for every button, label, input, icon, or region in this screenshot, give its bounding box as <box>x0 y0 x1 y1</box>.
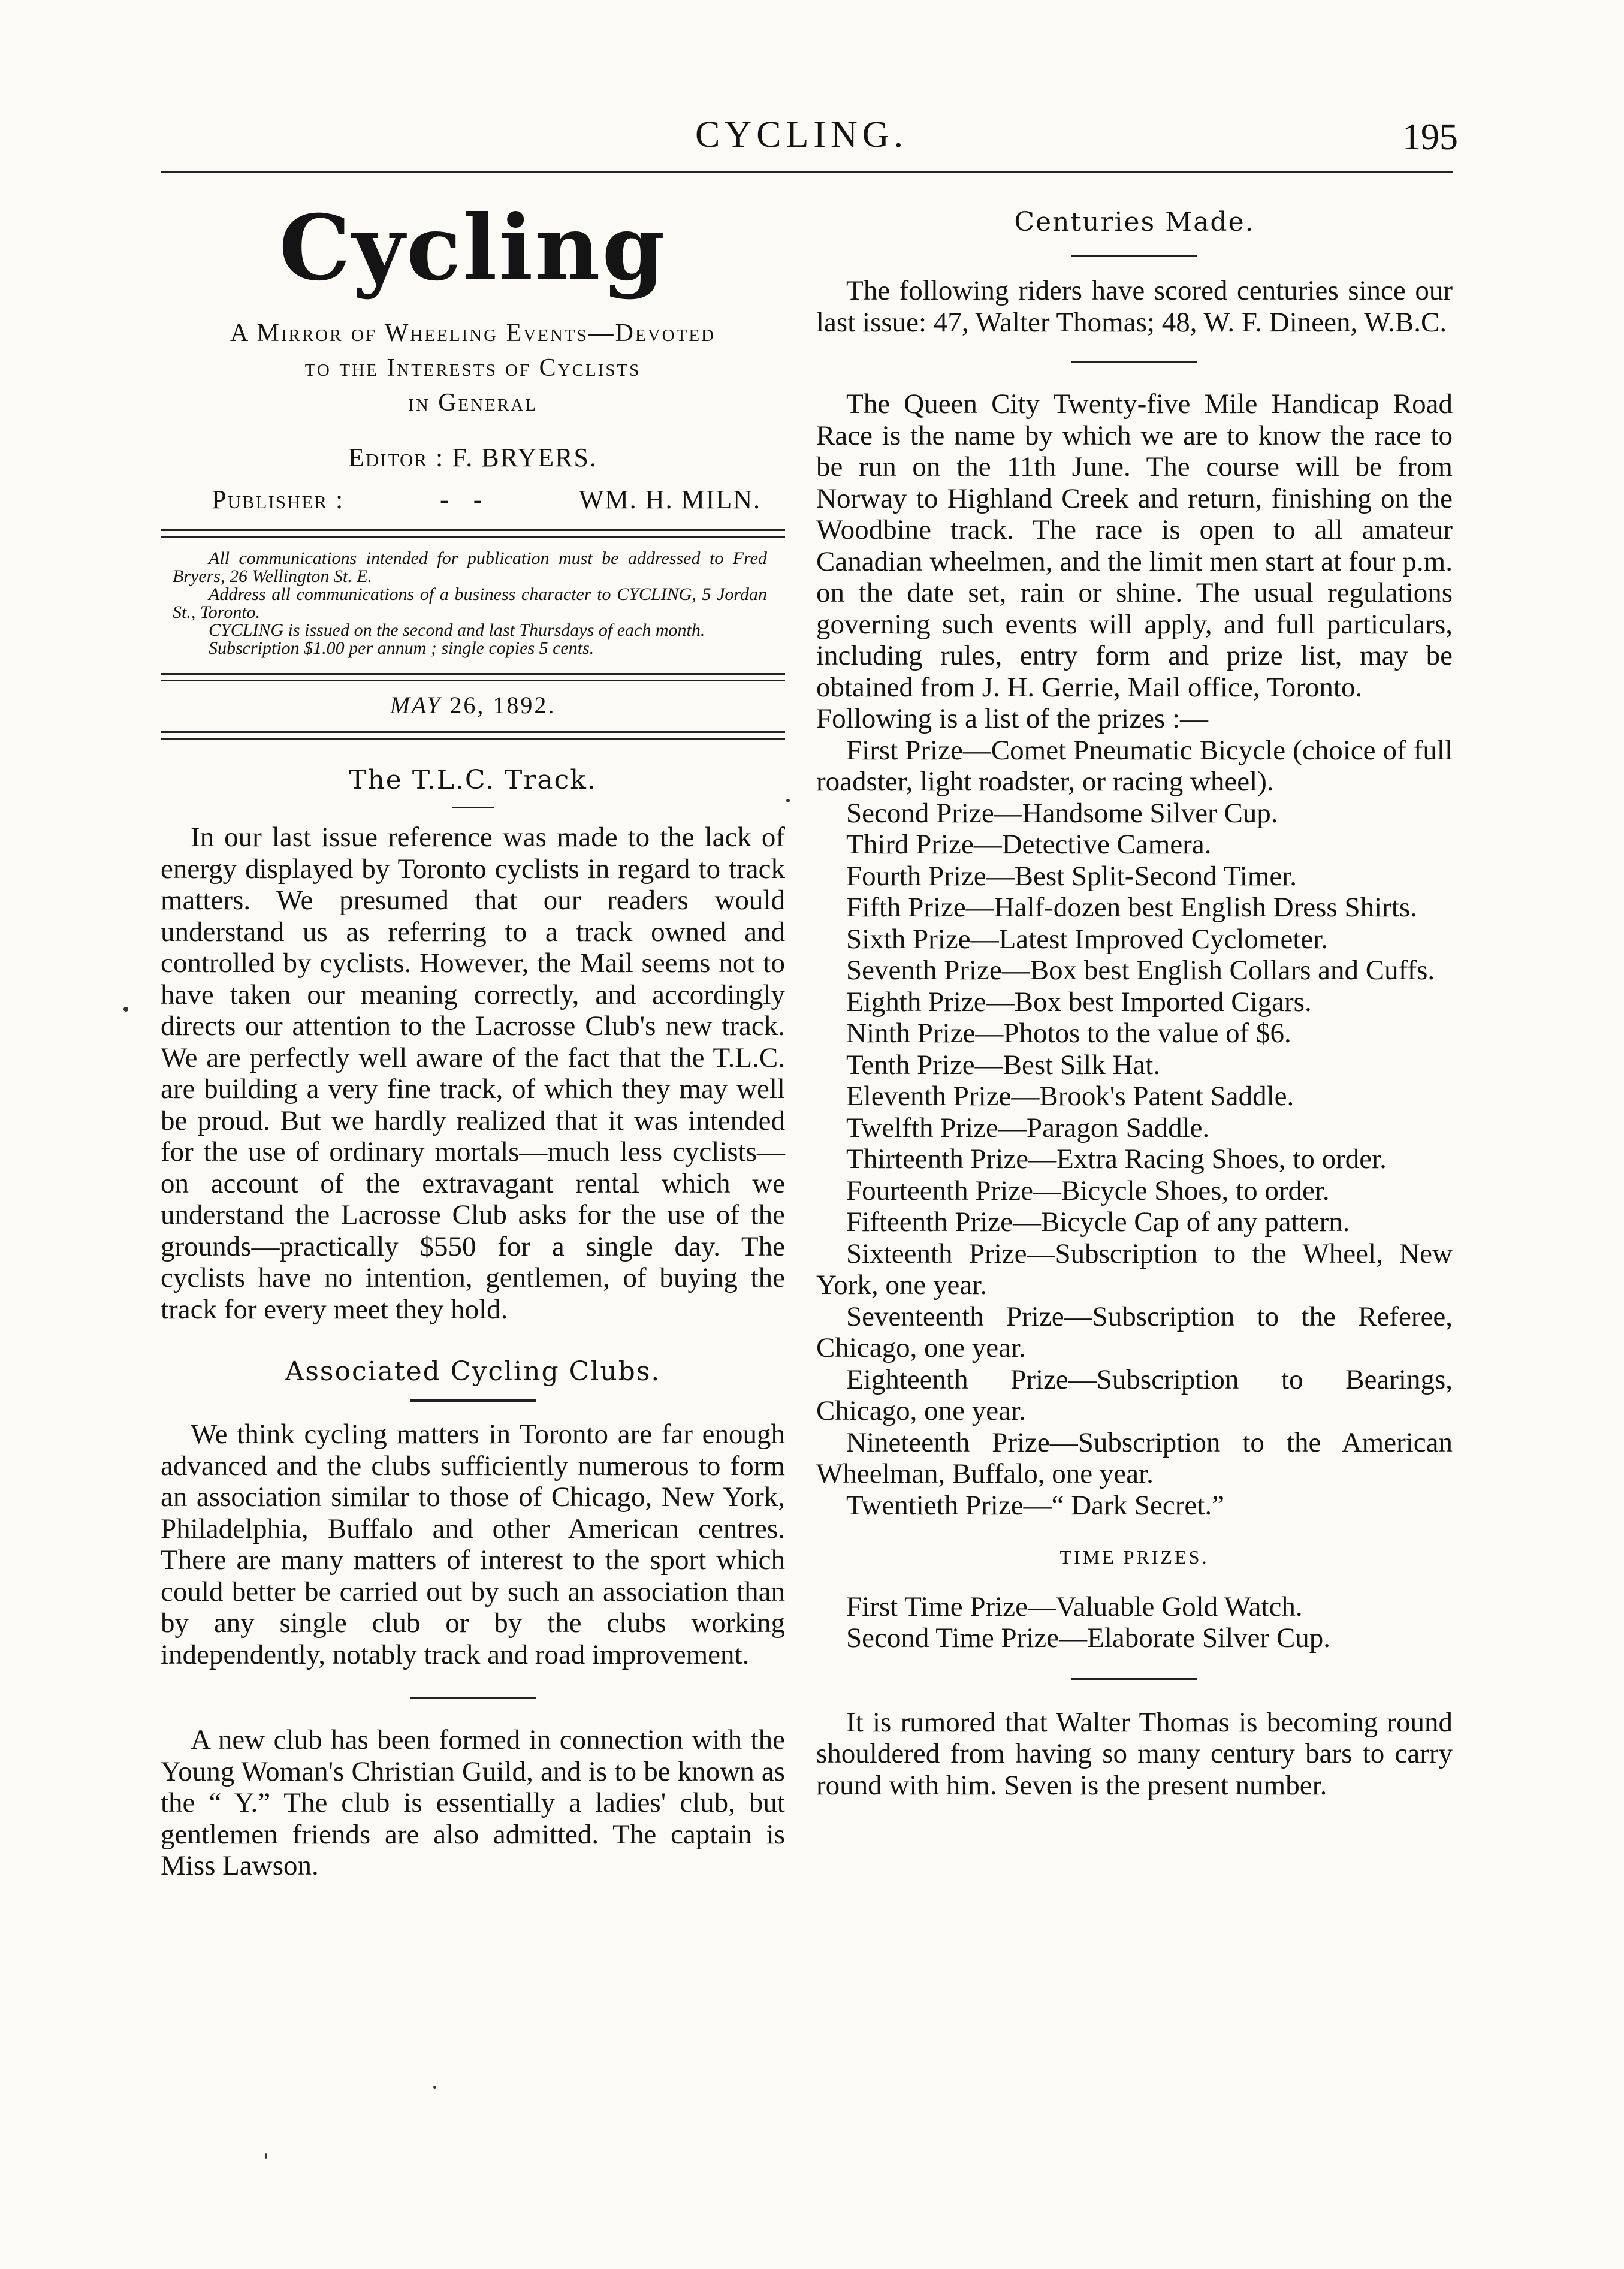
article-body-tlc-track <box>161 822 785 1325</box>
section-divider <box>410 1697 536 1699</box>
header-rule <box>785 171 1453 173</box>
masthead-double-rule <box>161 529 785 538</box>
section-divider <box>410 1399 536 1402</box>
masthead-motto <box>161 316 785 420</box>
prize-item: Seventh Prize—Box best English Collars and Cuffs. <box>846 955 1435 986</box>
article-body-walter-thomas <box>816 1707 1453 1802</box>
masthead-title: Cycling <box>279 195 667 301</box>
publisher-label: Publisher : <box>212 485 345 514</box>
print-speck <box>433 2086 436 2089</box>
article-title-tlc-track: The T.L.C. Track. <box>349 765 597 795</box>
motto-line: A Mirror of Wheeling Events—Devoted <box>230 319 716 347</box>
print-speck <box>265 2153 267 2159</box>
prize-item: Sixth Prize—Latest Improved Cyclometer. <box>846 923 1329 955</box>
prize-item: First Time Prize—Valuable Gold Watch. <box>846 1591 1303 1622</box>
notice-line: Address all communications of a business character to CYCLING, 5 Jordan St., Toronto. <box>173 584 767 622</box>
prize-item: Eleventh Prize—Brook's Patent Saddle. <box>846 1081 1294 1112</box>
time-prizes-title: TIME PRIZES. <box>1059 1546 1209 1568</box>
date-month: MAY <box>390 692 442 719</box>
prize-item: Fifteenth Prize—Bicycle Cap of any pattern. <box>846 1206 1350 1238</box>
prize-item: Nineteenth Prize—Subscription to the American Wheelman, Buffalo, one year. <box>816 1426 1453 1489</box>
paragraph: The Queen City Twenty-five Mile Handicap Road Race is the name by which we are to know the race to be run on the 11th June. The course will be from Norway to Highland Creek and return, finishing on the Woodbine track. The race is open to all amateur Canadian wheelmen, and the limit men start at four p.m. on the date set, rain or shine. The usual regulations governing such events will apply, and full particulars, including rules, entry form and prize list, may be obtained from J. H. Gerrie, Mail office, Toronto. <box>816 388 1453 703</box>
paragraph: In our last issue reference was made to the lack of energy displayed by Toronto cyclists in regard to track matters. We presumed that our readers would understand us as referring to a track owned and controlled by cyclists. However, the Mail seems not to have taken our meaning correctly, and accordingly directs our attention to the Lacrosse Club's new track. We are perfectly well aware of the fact that the T.L.C. are building a very fine track, of which they may well be proud. But we hardly realized that it was intended for the use of ordinary mortals—much less cyclists—on account of the extravagant rental which we understand the Lacrosse Club asks for the use of the grounds—practically $550 for a single day. The cyclists have no intention, gentlemen, of buying the track for every meet they hold. <box>161 822 785 1325</box>
dateline <box>161 681 785 731</box>
motto-line: in General <box>408 389 538 417</box>
page-number: 195 <box>1402 117 1458 158</box>
paragraph: The following riders have scored centuries since our last issue: 47, Walter Thomas; 48, W. F. Dineen, W.B.C. <box>816 275 1453 338</box>
publication-notice <box>161 538 785 673</box>
prize-list-intro: Following is a list of the prizes :— <box>816 703 1209 734</box>
section-divider <box>452 807 494 808</box>
prize-item: First Prize—Comet Pneumatic Bicycle (choice of full roadster, light roadster, or racing wheel). <box>816 734 1453 797</box>
prize-item: Second Time Prize—Elaborate Silver Cup. <box>846 1622 1331 1654</box>
editor-name: F. BRYERS. <box>452 443 597 472</box>
prize-item: Seventeenth Prize—Subscription to the Referee, Chicago, one year. <box>816 1301 1453 1363</box>
article-body-associated-clubs <box>161 1419 785 1670</box>
prize-item: Eighteenth Prize—Subscription to Bearings, Chicago, one year. <box>816 1363 1453 1426</box>
section-divider <box>1071 361 1197 363</box>
prize-item: Twentieth Prize—“ Dark Secret.” <box>846 1489 1224 1521</box>
publisher-dashes: - - <box>440 485 484 514</box>
prize-item: Second Prize—Handsome Silver Cup. <box>846 797 1278 829</box>
notice-line: CYCLING is issued on the second and last Thursdays of each month. <box>209 620 705 640</box>
article-body-centuries <box>816 275 1453 338</box>
publisher-line <box>161 479 785 521</box>
running-title: CYCLING. <box>695 114 908 155</box>
prize-item: Ninth Prize—Photos to the value of $6. <box>846 1018 1291 1049</box>
prize-item: Third Prize—Detective Camera. <box>846 829 1212 860</box>
prize-item: Eighth Prize—Box best Imported Cigars. <box>846 986 1312 1018</box>
article-body-handicap <box>816 388 1453 1654</box>
left-column <box>161 171 785 1882</box>
notice-double-rule <box>161 673 785 681</box>
prize-item: Twelfth Prize—Paragon Saddle. <box>846 1112 1210 1143</box>
right-column <box>816 171 1453 1801</box>
prize-item: Fifth Prize—Half-dozen best English Dress Shirts. <box>846 892 1417 923</box>
article-title-associated-clubs: Associated Cycling Clubs. <box>285 1356 661 1387</box>
article-body-ywcg-club <box>161 1724 785 1882</box>
paragraph: We think cycling matters in Toronto are far enough advanced and the clubs sufficiently numerous to form an association similar to those of Chicago, New York, Philadelphia, Buffalo and other American centres. There are many matters of interest to the sport which could better be carried out by such an association than by any single club or by the clubs working independently, notably track and road improvement. <box>161 1419 785 1670</box>
date-double-rule <box>161 731 785 740</box>
prize-item: Fourth Prize—Best Split-Second Timer. <box>846 860 1297 892</box>
article-title-centuries: Centuries Made. <box>1014 207 1255 237</box>
prize-list <box>816 735 1453 1522</box>
print-speck <box>786 799 790 802</box>
editor-line <box>161 437 785 479</box>
paragraph: A new club has been formed in connection with the Young Woman's Christian Guild, and is to be known as the “ Y.” The club is essentially a ladies' club, but gentlemen friends are also admitted. The captain is Miss Lawson. <box>161 1724 785 1881</box>
print-speck <box>123 1007 128 1012</box>
editor-label: Editor : <box>348 443 445 472</box>
prize-item: Thirteenth Prize—Extra Racing Shoes, to order. <box>846 1143 1387 1175</box>
date-rest: 26, 1892. <box>449 692 556 719</box>
time-prize-list <box>816 1591 1453 1654</box>
paragraph: It is rumored that Walter Thomas is becoming round shouldered from having so many century bars to carry round with him. Seven is the present number. <box>816 1706 1453 1801</box>
running-head <box>0 114 1624 168</box>
publisher-name: WM. H. MILN. <box>579 485 761 514</box>
prize-item: Tenth Prize—Best Silk Hat. <box>846 1049 1161 1081</box>
prize-item: Sixteenth Prize—Subscription to the Wheel, New York, one year. <box>816 1238 1453 1301</box>
motto-line: to the Interests of Cyclists <box>304 354 641 382</box>
notice-line: Subscription $1.00 per annum ; single copies 5 cents. <box>209 638 594 658</box>
section-divider <box>1071 1678 1197 1680</box>
header-rule <box>161 171 785 173</box>
prize-item: Fourteenth Prize—Bicycle Shoes, to order. <box>846 1175 1330 1206</box>
notice-line: All communications intended for publication must be addressed to Fred Bryers, 26 Wellington St. E. <box>173 548 767 586</box>
section-divider <box>1071 255 1197 257</box>
